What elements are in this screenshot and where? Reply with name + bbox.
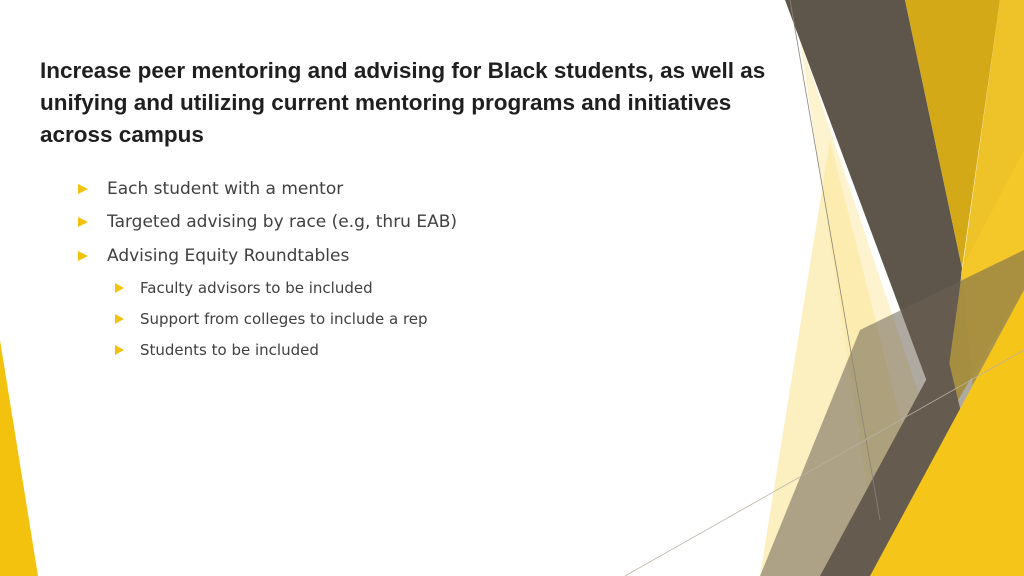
sub-bullet-item (115, 304, 457, 335)
bullet-arrow-icon (115, 283, 124, 293)
bullet-arrow-icon (78, 184, 88, 194)
deco-shape-yellow-left (0, 340, 38, 576)
slide-title: Increase peer mentoring and advising for Black students, as well as unifying and utilizing current mentoring programs and initiatives across campus (40, 58, 766, 147)
bullet-list (78, 172, 457, 366)
sub-bullet-item (115, 335, 457, 366)
bullet-arrow-icon (78, 217, 88, 227)
bullet-item (78, 172, 457, 206)
sub-bullet-item (115, 273, 457, 304)
sub-bullet-text: Students to be included (140, 341, 319, 359)
bullet-text: Targeted advising by race (e.g, thru EAB) (107, 212, 458, 233)
bullet-arrow-icon (115, 345, 124, 355)
bullet-arrow-icon (78, 251, 88, 261)
bullet-item (78, 206, 457, 240)
bullet-arrow-icon (115, 314, 124, 324)
sub-bullet-text: Faculty advisors to be included (140, 279, 373, 297)
bullet-item (78, 239, 457, 273)
bullet-text: Advising Equity Roundtables (107, 245, 350, 266)
bullet-text: Each student with a mentor (107, 178, 344, 199)
sub-bullet-text: Support from colleges to include a rep (140, 310, 428, 328)
